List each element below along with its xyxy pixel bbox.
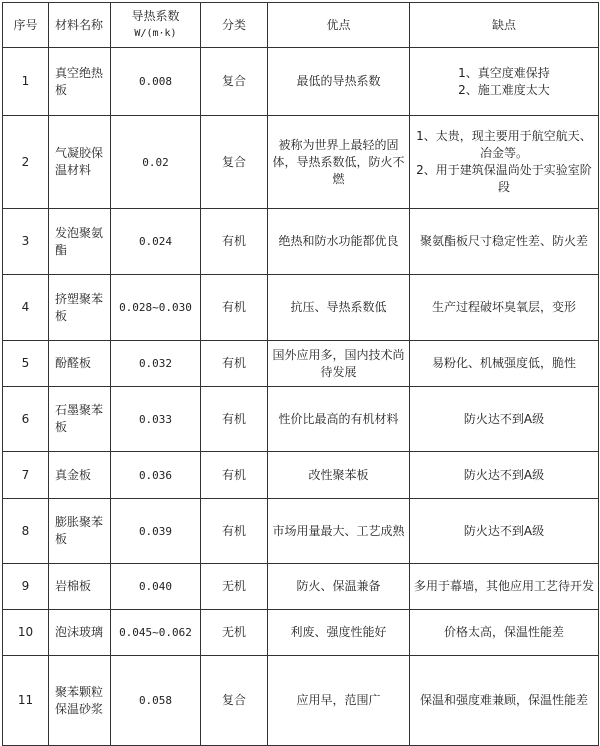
row-pros: 市场用量最大、工艺成熟 bbox=[268, 499, 410, 564]
row-pros: 改性聚苯板 bbox=[268, 452, 410, 499]
row-index: 4 bbox=[3, 275, 49, 341]
table-row bbox=[3, 275, 599, 341]
row-cons bbox=[410, 387, 599, 452]
row-category: 有机 bbox=[201, 341, 268, 387]
table-row bbox=[3, 116, 599, 209]
row-material: 气凝胶保温材料 bbox=[49, 116, 111, 209]
row-conductivity: 0.032 bbox=[111, 341, 201, 387]
row-index: 9 bbox=[3, 564, 49, 610]
row-conductivity: 0.036 bbox=[111, 452, 201, 499]
header-conductivity bbox=[111, 3, 201, 48]
row-cons bbox=[410, 275, 599, 341]
cons-line: 1、真空度难保持 bbox=[458, 65, 550, 80]
row-index: 7 bbox=[3, 452, 49, 499]
table-row bbox=[3, 499, 599, 564]
row-conductivity: 0.058 bbox=[111, 656, 201, 746]
row-category: 有机 bbox=[201, 452, 268, 499]
row-category: 无机 bbox=[201, 610, 268, 656]
row-material: 发泡聚氨酯 bbox=[49, 209, 111, 275]
cons-line: 2、施工难度太大 bbox=[458, 82, 550, 97]
row-index: 3 bbox=[3, 209, 49, 275]
row-conductivity: 0.024 bbox=[111, 209, 201, 275]
table-row bbox=[3, 656, 599, 746]
row-material: 真金板 bbox=[49, 452, 111, 499]
row-cons bbox=[410, 209, 599, 275]
row-pros: 防火、保温兼备 bbox=[268, 564, 410, 610]
cons-line: 保温和强度难兼顾，保温性能差 bbox=[419, 693, 588, 707]
row-cons bbox=[410, 610, 599, 656]
row-pros: 最低的导热系数 bbox=[268, 48, 410, 116]
row-conductivity: 0.008 bbox=[111, 48, 201, 116]
cons-line: 聚氨酯板尺寸稳定性差、防火差 bbox=[419, 234, 588, 248]
row-index: 5 bbox=[3, 341, 49, 387]
cons-line: 防火达不到A级 bbox=[463, 467, 545, 482]
row-conductivity: 0.02 bbox=[111, 116, 201, 209]
row-material: 聚苯颗粒保温砂浆 bbox=[49, 656, 111, 746]
header-material: 材料名称 bbox=[49, 3, 111, 48]
row-pros: 性价比最高的有机材料 bbox=[268, 387, 410, 452]
cons-line: 易粉化、机械强度低，脆性 bbox=[431, 356, 576, 370]
insulation-materials-table bbox=[2, 2, 599, 746]
row-pros: 被称为世界上最轻的固体，导热系数低，防火不燃 bbox=[268, 116, 410, 209]
row-material: 挤塑聚苯板 bbox=[49, 275, 111, 341]
row-category: 有机 bbox=[201, 499, 268, 564]
cons-line: 生产过程破坏臭氧层，变形 bbox=[431, 300, 576, 314]
row-cons bbox=[410, 116, 599, 209]
row-category: 有机 bbox=[201, 209, 268, 275]
row-pros: 应用早，范围广 bbox=[268, 656, 410, 746]
row-material: 石墨聚苯板 bbox=[49, 387, 111, 452]
cons-line: 1、太贵，现主要用于航空航天、冶金等。 bbox=[416, 129, 592, 160]
row-material: 泡沫玻璃 bbox=[49, 610, 111, 656]
table-row bbox=[3, 387, 599, 452]
row-cons bbox=[410, 564, 599, 610]
row-index: 1 bbox=[3, 48, 49, 116]
row-category: 复合 bbox=[201, 48, 268, 116]
row-category: 无机 bbox=[201, 564, 268, 610]
cons-line: 价格太高，保温性能差 bbox=[443, 625, 564, 639]
cons-line: 多用于幕墙，其他应用工艺待开发 bbox=[413, 579, 594, 593]
row-category: 有机 bbox=[201, 387, 268, 452]
row-cons bbox=[410, 48, 599, 116]
row-pros: 利废、强度性能好 bbox=[268, 610, 410, 656]
row-cons bbox=[410, 452, 599, 499]
header-conductivity-label: 导热系数 bbox=[131, 9, 180, 23]
row-cons bbox=[410, 499, 599, 564]
header-pros: 优点 bbox=[268, 3, 410, 48]
row-material: 膨胀聚苯板 bbox=[49, 499, 111, 564]
cons-line: 防火达不到A级 bbox=[463, 523, 545, 538]
header-index: 序号 bbox=[3, 3, 49, 48]
header-cons: 缺点 bbox=[410, 3, 599, 48]
row-category: 复合 bbox=[201, 116, 268, 209]
table-row bbox=[3, 564, 599, 610]
row-index: 11 bbox=[3, 656, 49, 746]
table-row bbox=[3, 341, 599, 387]
header-row bbox=[3, 3, 599, 48]
row-pros: 绝热和防水功能都优良 bbox=[268, 209, 410, 275]
row-cons bbox=[410, 341, 599, 387]
cons-line: 2、用于建筑保温尚处于实验室阶段 bbox=[416, 163, 592, 194]
row-cons bbox=[410, 656, 599, 746]
row-conductivity: 0.028~0.030 bbox=[111, 275, 201, 341]
row-index: 6 bbox=[3, 387, 49, 452]
row-material: 岩棉板 bbox=[49, 564, 111, 610]
table-row bbox=[3, 452, 599, 499]
row-material: 酚醛板 bbox=[49, 341, 111, 387]
row-index: 10 bbox=[3, 610, 49, 656]
row-conductivity: 0.045~0.062 bbox=[111, 610, 201, 656]
header-category: 分类 bbox=[201, 3, 268, 48]
row-index: 8 bbox=[3, 499, 49, 564]
row-conductivity: 0.039 bbox=[111, 499, 201, 564]
table-row bbox=[3, 610, 599, 656]
table-row bbox=[3, 48, 599, 116]
cons-line: 防火达不到A级 bbox=[463, 411, 545, 426]
row-conductivity: 0.040 bbox=[111, 564, 201, 610]
row-pros: 国外应用多，国内技术尚待发展 bbox=[268, 341, 410, 387]
row-category: 有机 bbox=[201, 275, 268, 341]
row-conductivity: 0.033 bbox=[111, 387, 201, 452]
row-index: 2 bbox=[3, 116, 49, 209]
row-pros: 抗压、导热系数低 bbox=[268, 275, 410, 341]
row-category: 复合 bbox=[201, 656, 268, 746]
row-material: 真空绝热板 bbox=[49, 48, 111, 116]
header-conductivity-unit: W/(m·k) bbox=[134, 28, 177, 39]
table-row bbox=[3, 209, 599, 275]
